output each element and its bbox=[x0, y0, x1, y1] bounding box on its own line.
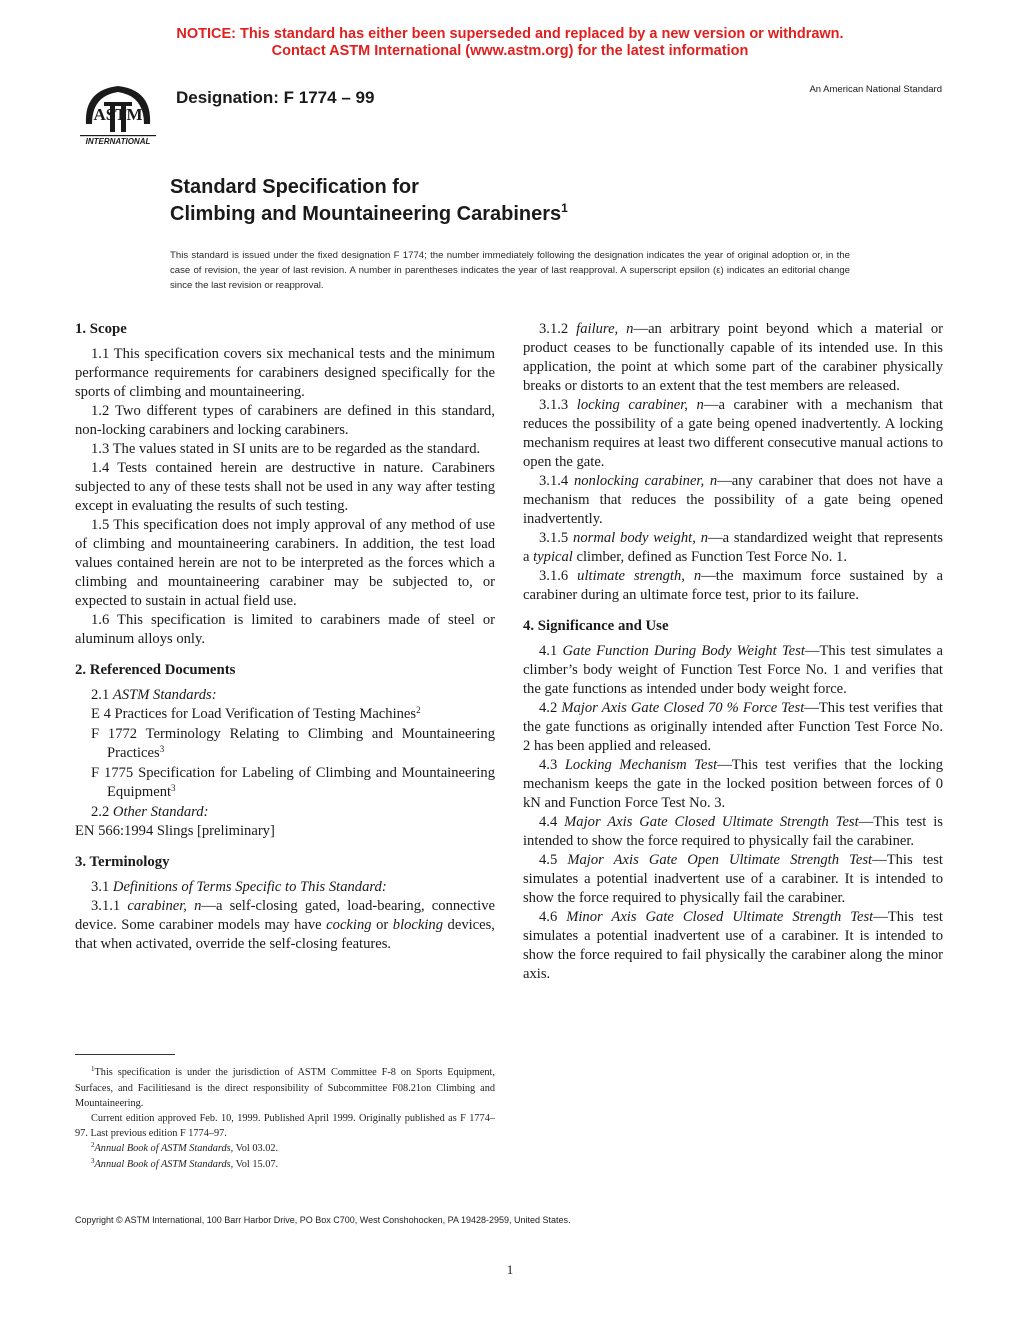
sig-4-6: 4.6 Minor Axis Gate Closed Ultimate Strength Test—This test simulates a potential inadvertent use of a carabiner. It is intended to show the force required to fail physically the carabiner along the minor axis. bbox=[523, 909, 943, 982]
term-locking-carabiner: 3.1.3 locking carabiner, n—a carabiner with a mechanism that reduces the possibility of a gate being opened inadvertently. A locking mechanism requires at least two different consecutive manual actions to open the gate. bbox=[523, 397, 943, 470]
footnote-1: $^1$This specification is under the jurisdiction of ASTM Committee F-8 on Sports Equipment, Surfaces, and Facilitiesand is the direct responsibility of Subcommittee F08.21on Climbing and Mountaineering. bbox=[75, 1065, 495, 1109]
sig-4-2: 4.2 Major Axis Gate Closed 70 % Force Test—This test verifies that the gate functions as originally intended after Function Test Force No. 2 has been applied and released. bbox=[523, 700, 943, 754]
document-title bbox=[170, 174, 568, 230]
national-standard-label: An American National Standard bbox=[809, 84, 942, 95]
page-number: 1 bbox=[506, 1262, 514, 1277]
term-ultimate-strength: 3.1.6 ultimate strength, n—the maximum force sustained by a carabiner during an ultimate force test, prior to its failure. bbox=[523, 568, 943, 603]
scope-para-1-1: 1.1 This specification covers six mechanical tests and the minimum performance requirements for carabiners designed specifically for the sports of climbing and mountaineering. bbox=[75, 346, 495, 400]
footnote-1-current-edition: Current edition approved Feb. 10, 1999. Published April 1999. Originally published as F 1774–97. Last previous edition F 1774–97. bbox=[75, 1113, 495, 1139]
ref-other-standard: 2.2 Other Standard: bbox=[91, 804, 209, 820]
section-heading-references: 2. Referenced Documents bbox=[75, 662, 236, 678]
withdrawal-notice bbox=[0, 26, 1020, 60]
footnote-3: $^3$Annual Book of ASTM Standards, Vol 15.07. bbox=[91, 1157, 279, 1170]
section-heading-scope: 1. Scope bbox=[75, 321, 127, 337]
ref-f1772: F 1772 Terminology Relating to Climbing and Mountaineering Practices$^3$ bbox=[91, 726, 495, 761]
scope-para-1-2: 1.2 Two different types of carabiners are defined in this standard, non-locking carabiners and locking carabiners. bbox=[75, 403, 495, 438]
footnotes bbox=[75, 1054, 495, 1173]
title-footnote-ref: 1 bbox=[561, 201, 568, 215]
term-definitions: 3.1 Definitions of Terms Specific to This Standard: bbox=[91, 879, 387, 895]
ref-astm-standards: 2.1 ASTM Standards: bbox=[91, 687, 217, 703]
notice-line-1: NOTICE: This standard has either been superseded and replaced by a new version or withdrawn. bbox=[176, 26, 844, 42]
term-normal-body-weight: 3.1.5 normal body weight, n—a standardized weight that represents a typical climber, defined as Function Test Force No. 1. bbox=[523, 530, 943, 565]
logo-subtext: INTERNATIONAL bbox=[85, 137, 151, 146]
copyright: Copyright © ASTM International, 100 Barr Harbor Drive, PO Box C700, West Conshohocken, PA 19428-2959, United States. bbox=[75, 1215, 571, 1225]
logo-text: ASTM bbox=[93, 105, 143, 124]
left-column bbox=[75, 320, 495, 954]
title-line-2 bbox=[170, 201, 568, 230]
scope-para-1-3: 1.3 The values stated in SI units are to be regarded as the standard. bbox=[91, 441, 481, 457]
footnote-rule bbox=[75, 1054, 175, 1055]
sig-4-5: 4.5 Major Axis Gate Open Ultimate Strength Test—This test simulates a potential inadvertent use of a carabiner. It is intended to show the force required to physically fail the carabiner. bbox=[523, 852, 943, 906]
astm-logo bbox=[74, 80, 162, 148]
ref-e4: E 4 Practices for Load Verification of Testing Machines$^2$ bbox=[91, 705, 421, 722]
sig-4-1: 4.1 Gate Function During Body Weight Test—This test simulates a climber’s body weight of Function Test Force No. 1 and verifies that the gate functions as intended under body weight force. bbox=[523, 643, 943, 697]
term-failure: 3.1.2 failure, n—an arbitrary point beyond which a material or product ceases to be functionally capable of its intended use. In this application, the point at which some part of the carabiner physically breaks or distorts to an extent that the test members are released. bbox=[523, 321, 943, 394]
term-carabiner: 3.1.1 carabiner, n—a self-closing gated, load-bearing, connective device. Some carabiner models may have cocking or blocking devices, that when activated, override the self-closing features. bbox=[75, 898, 496, 952]
title-line-1: Standard Specification for bbox=[170, 176, 419, 198]
scope-para-1-5: 1.5 This specification does not imply approval of any method of use of climbing and mountaineering carabiners. In addition, the test load values contained herein are not to be interpreted as the forces which a climbing and mountaineering carabiner may be subjected to, or expected to sustain in actual field use. bbox=[75, 517, 495, 609]
sig-4-4: 4.4 Major Axis Gate Closed Ultimate Strength Test—This test is intended to show the force required to physically fail the carabiner. bbox=[523, 814, 943, 849]
title-line-2-text: Climbing and Mountaineering Carabiners bbox=[170, 203, 562, 225]
ref-en566: EN 566:1994 Slings [preliminary] bbox=[75, 823, 275, 839]
right-column bbox=[523, 320, 943, 984]
sig-4-3: 4.3 Locking Mechanism Test—This test verifies that the locking mechanism keeps the gate in the locked position between forces of 0 kN and Function Force Test No. 3. bbox=[523, 757, 944, 811]
footnote-2: $^2$Annual Book of ASTM Standards, Vol 03.02. bbox=[91, 1141, 279, 1154]
term-nonlocking-carabiner: 3.1.4 nonlocking carabiner, n—any carabiner that does not have a mechanism that reduces the possibility of a gate being opened inadvertently. bbox=[523, 473, 943, 527]
section-heading-terminology: 3. Terminology bbox=[75, 854, 170, 870]
section-heading-significance: 4. Significance and Use bbox=[523, 618, 669, 634]
designation: Designation: F 1774 – 99 bbox=[176, 88, 375, 107]
ref-f1775: F 1775 Specification for Labeling of Climbing and Mountaineering Equipment$^3$ bbox=[91, 765, 495, 800]
notice-line-2: Contact ASTM International (www.astm.org) for the latest information bbox=[271, 43, 749, 59]
scope-para-1-4: 1.4 Tests contained herein are destructive in nature. Carabiners subjected to any of these tests shall not be used in any way after testing except in evaluating the results of such testing. bbox=[75, 460, 495, 514]
issued-note: This standard is issued under the fixed designation F 1774; the number immediately following the designation indicates the year of original adoption or, in the case of revision, the year of last revision. A number in parentheses indicates the year of last reapproval. A superscript epsilon (ε) indicates an editorial change since the last revision or reapproval. bbox=[170, 250, 850, 291]
scope-para-1-6: 1.6 This specification is limited to carabiners made of steel or aluminum alloys only. bbox=[75, 612, 495, 647]
